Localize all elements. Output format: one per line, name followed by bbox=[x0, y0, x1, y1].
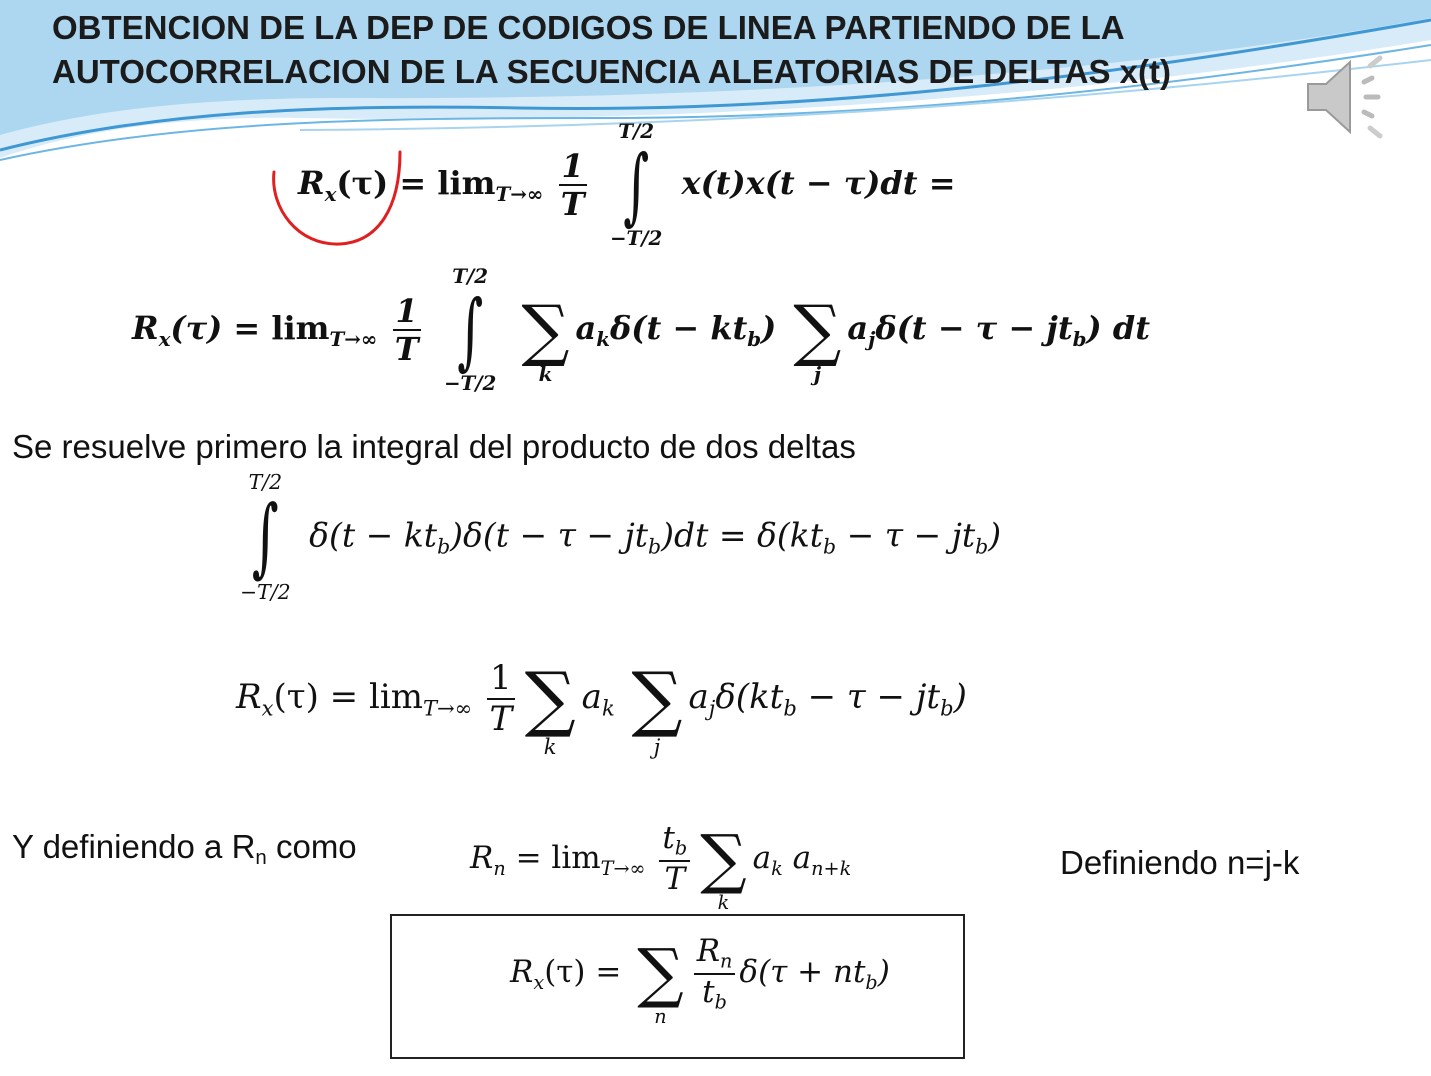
slide-title bbox=[52, 6, 1352, 94]
equation-3: T/2 ∫ −T/2 $\delta(t - kt_b)\delta(t - \tau - jt_b)dt = \delta(kt_b - \tau - jt_b)$ bbox=[240, 470, 1002, 605]
text-defining-n: Definiendo n=j-k bbox=[1060, 844, 1300, 881]
integral-sign: T/2 ∫ −T/2 bbox=[609, 119, 663, 251]
integral-sign: T/2 ∫ −T/2 bbox=[443, 264, 497, 396]
text-defining-rn: Y definiendo a $R_n$ como bbox=[12, 828, 357, 870]
fraction-1-over-T: $\frac{1}{T}$ bbox=[393, 293, 421, 369]
text-resolve-integral: Se resuelve primero la integral del producto de dos deltas bbox=[12, 428, 856, 465]
equation-6: $R_x(\tau)$ = ∑ n $\frac{R_n}{t_b}$ $\delta(\tau + nt_b)$ bbox=[510, 920, 890, 1027]
integral-sign: T/2 ∫ −T/2 bbox=[240, 470, 291, 605]
sum-sign-j: ∑ j bbox=[793, 290, 842, 387]
sum-sign-k: ∑ k bbox=[700, 822, 747, 915]
slide-title-line2: AUTOCORRELACION DE LA SECUENCIA ALEATORIAS DE DELTAS x(t) bbox=[52, 53, 1171, 90]
equation-1: $R_x(\tau) = \lim_{T\to\infty}$ $\frac{1}{T}$ T/2 ∫ −T/2 x(t)x(t − τ)dt = bbox=[298, 119, 956, 251]
sum-sign-k: ∑ k bbox=[521, 290, 570, 387]
fraction-tb-over-T: $\frac{t_b}{T}$ bbox=[659, 821, 690, 897]
equation-2: $R_x(\tau) = \lim_{T\to\infty}$ $\frac{1}{T}$ T/2 ∫ −T/2 ∑ k $a_k\delta(t - kt_b)$ ∑ j $a_j\delta(t - \tau - jt_b)$ dt bbox=[132, 264, 1150, 396]
sum-sign-k: ∑ k bbox=[524, 657, 576, 759]
equation-4: $R_x(\tau) = \lim_{T\to\infty}$ $\frac{1}{T}$ ∑ k $a_k$ ∑ j $a_j\delta(kt_b - \tau - jt_b)$ bbox=[236, 640, 967, 758]
slide-title-line1: OBTENCION DE LA DEP DE CODIGOS DE LINEA PARTIENDO DE LA bbox=[52, 9, 1125, 46]
sum-sign-n: ∑ n bbox=[637, 936, 684, 1029]
sum-sign-j: ∑ j bbox=[631, 657, 683, 759]
fraction-1-over-T: $\frac{1}{T}$ bbox=[487, 659, 515, 739]
fraction-1-over-T: $\frac{1}{T}$ bbox=[559, 148, 587, 224]
equation-5: $R_n = \lim_{T\to\infty}$ $\frac{t_b}{T}$ ∑ k $a_k$ $a_{n+k}$ bbox=[470, 806, 851, 913]
fraction-rn-over-tb: $\frac{R_n}{t_b}$ bbox=[694, 934, 736, 1014]
speaker-icon[interactable] bbox=[1300, 52, 1410, 142]
